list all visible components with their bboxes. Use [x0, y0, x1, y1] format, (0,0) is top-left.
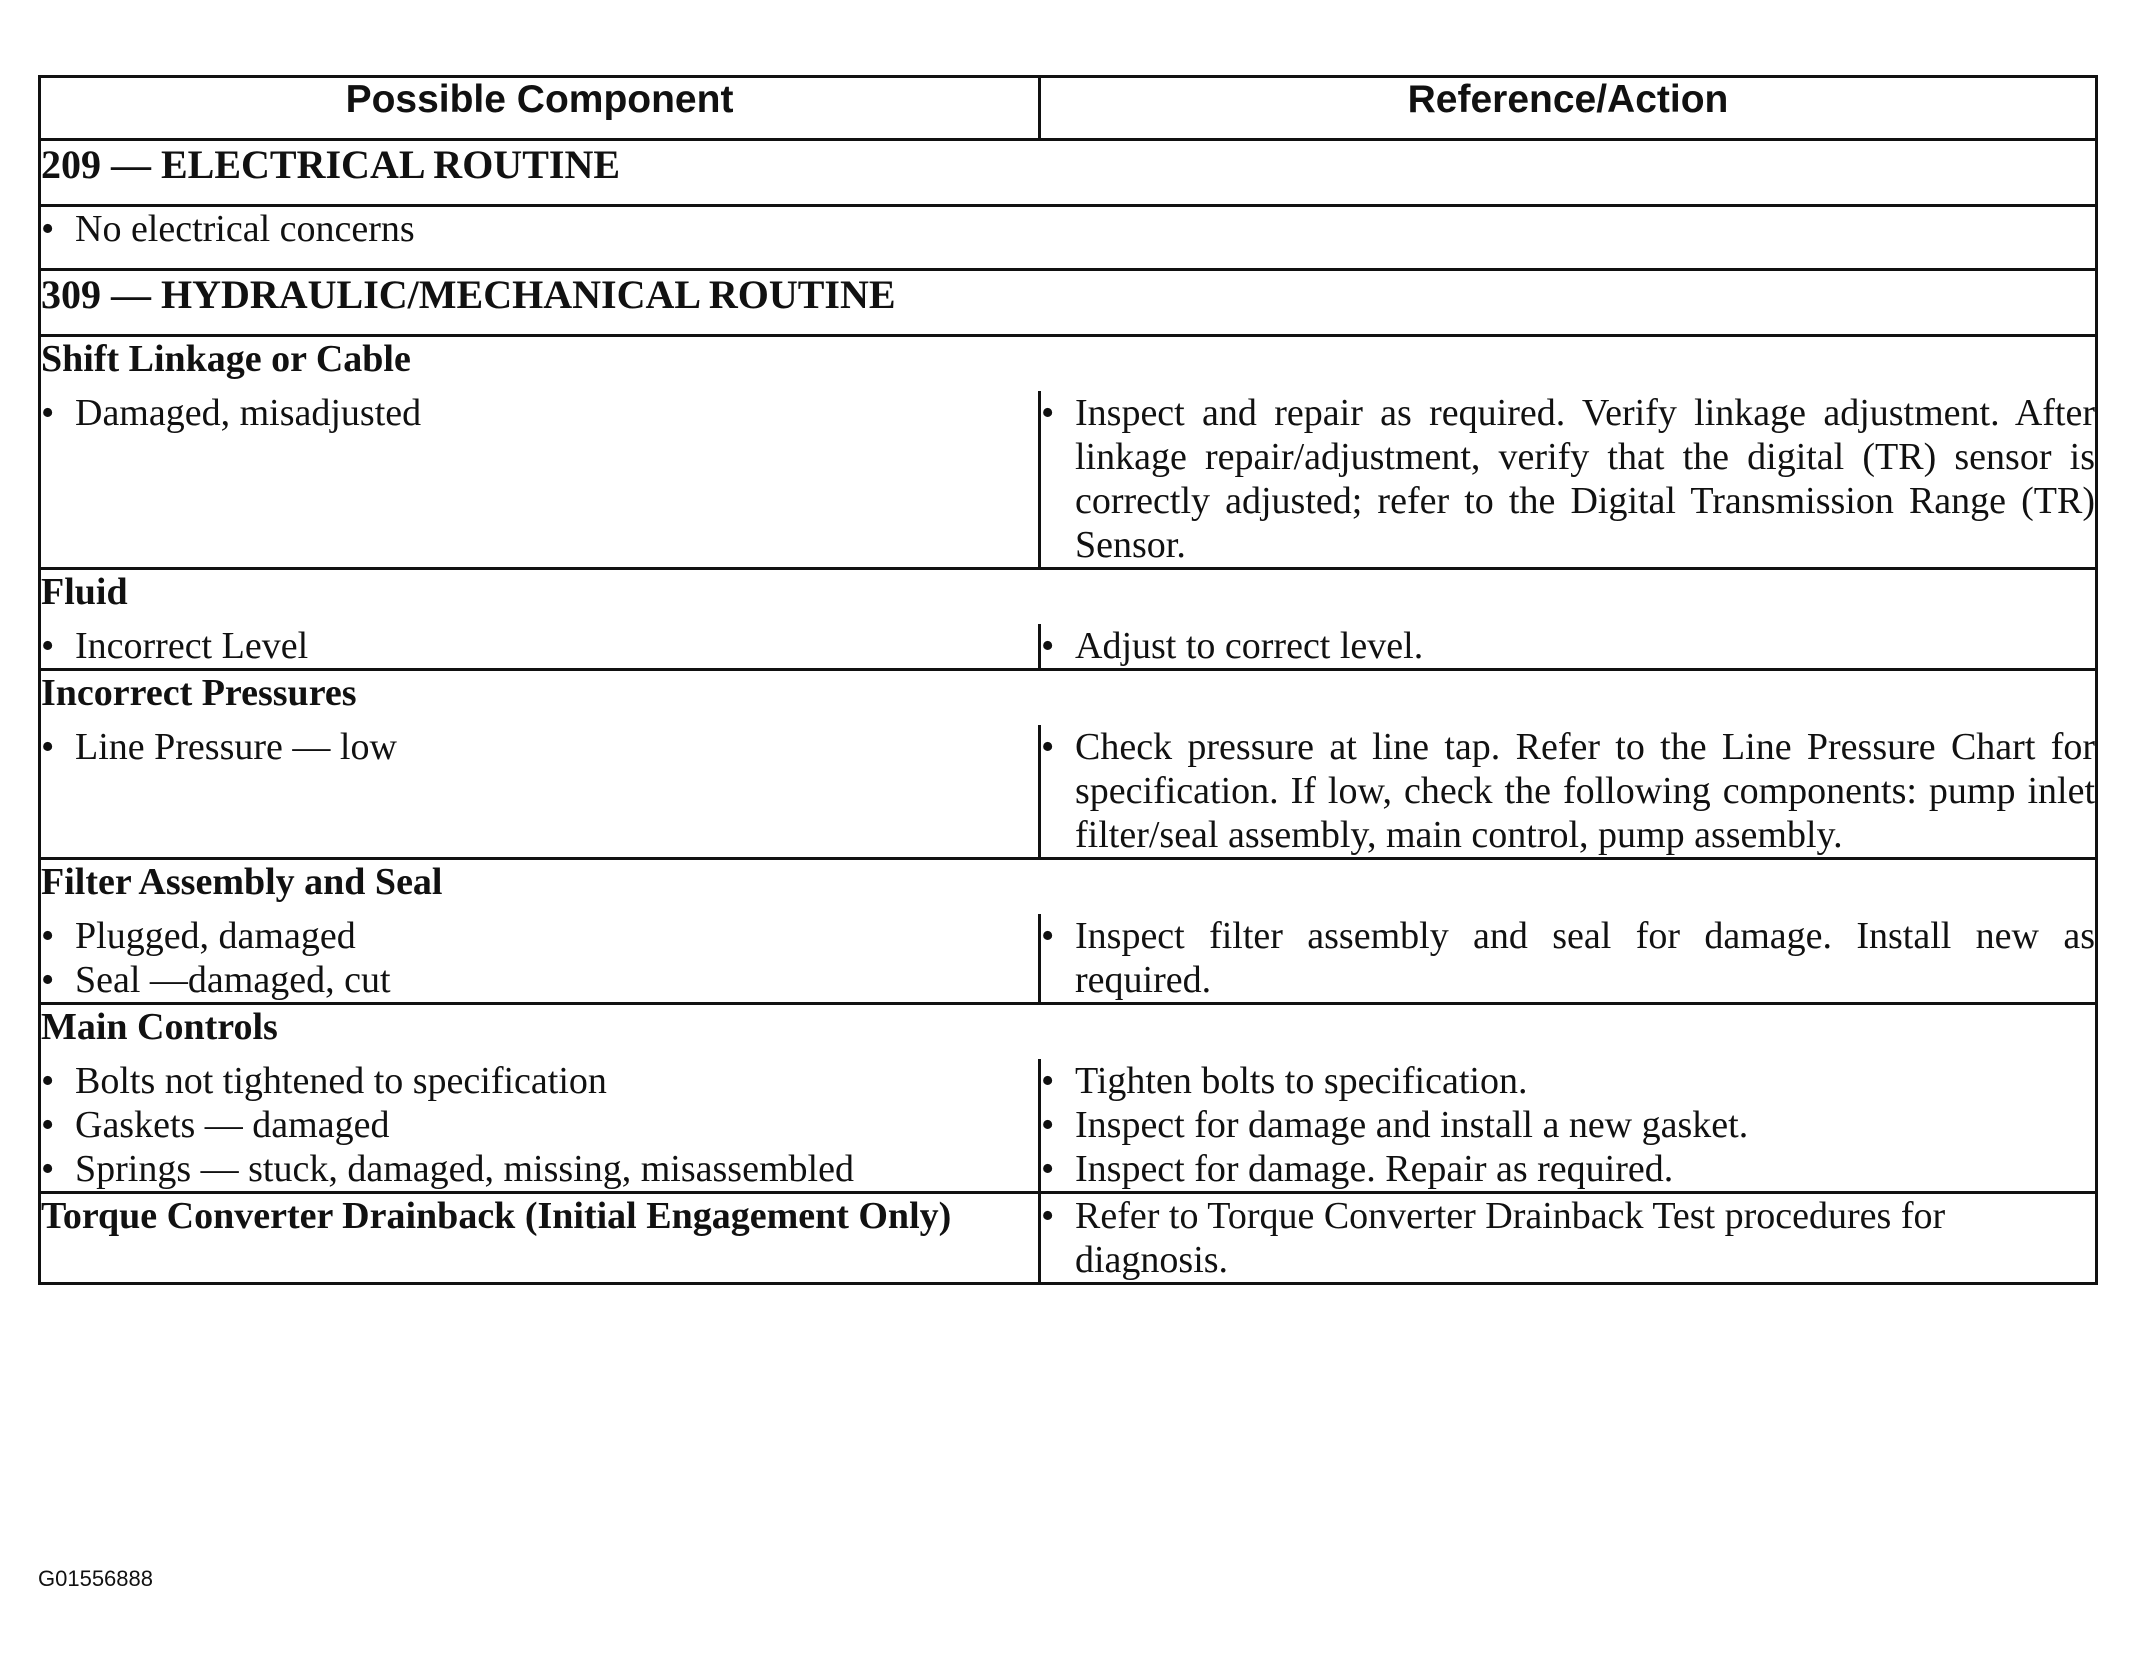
component-row: [40, 725, 2097, 859]
component-cell: [40, 1147, 1040, 1193]
bullet: •: [1041, 1060, 1055, 1102]
bullet: •: [1041, 915, 1055, 957]
group-title: Main Controls: [40, 1004, 2097, 1060]
routine-209-title: 209 — ELECTRICAL ROUTINE: [40, 140, 2097, 206]
component-item: [41, 725, 1038, 769]
component-text: Line Pressure — low: [75, 726, 397, 768]
component-text: Plugged, damaged: [75, 915, 356, 957]
component-cell: [40, 1103, 1040, 1147]
component-text: Springs — stuck, damaged, missing, misassembled: [75, 1148, 854, 1190]
component-text: Bolts not tightened to specification: [75, 1060, 607, 1102]
component-text: Gaskets — damaged: [75, 1104, 390, 1146]
action-cell: [1040, 624, 2097, 670]
figure-id: G01556888: [38, 1566, 153, 1591]
action-cell: [1040, 914, 2097, 1004]
bullet: •: [1041, 392, 1055, 434]
component-cell: [40, 725, 1040, 859]
torque-action-text: Refer to Torque Converter Drainback Test procedures for diagnosis.: [1075, 1195, 1946, 1281]
action-cell: [1040, 391, 2097, 569]
group-title-row: [40, 336, 2097, 392]
component-item: [41, 391, 1038, 435]
torque-converter-row: [40, 1193, 2097, 1284]
component-text: Damaged, misadjusted: [75, 392, 422, 434]
action-text: Inspect for damage and install a new gasket.: [1075, 1104, 1749, 1146]
component-item: [41, 1103, 1038, 1147]
bullet: •: [41, 1104, 55, 1146]
component-cell: [40, 1059, 1040, 1103]
routine-209-note-row: [40, 206, 2097, 270]
action-text: Tighten bolts to specification.: [1075, 1060, 1528, 1102]
action-text: Check pressure at line tap. Refer to the Line Pressure Chart for specification. If low, check the following components: pump inlet filter/seal assembly, main control, pump assembly.: [1075, 726, 2095, 856]
component-cell: [40, 624, 1040, 670]
action-text: Adjust to correct level.: [1075, 625, 1424, 667]
group-title: Shift Linkage or Cable: [40, 336, 2097, 392]
bullet: •: [41, 1148, 55, 1190]
component-row: [40, 1147, 2097, 1193]
component-text: Incorrect Level: [75, 625, 309, 667]
routine-309-title: 309 — HYDRAULIC/MECHANICAL ROUTINE: [40, 270, 2097, 336]
component-row: [40, 914, 2097, 1004]
bullet: •: [41, 915, 55, 957]
bullet: •: [41, 625, 55, 667]
header-possible-component: Possible Component: [40, 77, 1040, 140]
action-cell: [1040, 725, 2097, 859]
component-item: [41, 914, 1038, 958]
component-item: [41, 624, 1038, 668]
bullet: •: [41, 959, 55, 1001]
bullet: •: [41, 392, 55, 434]
component-cell: [40, 914, 1040, 1004]
group-title-row: [40, 670, 2097, 726]
group-title: Filter Assembly and Seal: [40, 859, 2097, 915]
component-item: [41, 1059, 1038, 1103]
action-text: Inspect for damage. Repair as required.: [1075, 1148, 1674, 1190]
routine-309-row: [40, 270, 2097, 336]
component-row: [40, 391, 2097, 569]
bullet: •: [1041, 1104, 1055, 1146]
group-title: Incorrect Pressures: [40, 670, 2097, 726]
diagnosis-table: [38, 75, 2098, 1285]
routine-209-row: [40, 140, 2097, 206]
bullet: •: [1041, 726, 1055, 768]
group-title-row: [40, 1004, 2097, 1060]
group-title: Fluid: [40, 569, 2097, 625]
component-item: [41, 958, 1038, 1002]
routine-209-note-text: No electrical concerns: [75, 208, 415, 250]
action-cell: [1040, 1059, 2097, 1103]
bullet: •: [41, 208, 55, 250]
group-title-row: [40, 569, 2097, 625]
component-item: [41, 1147, 1038, 1191]
group-title-row: [40, 859, 2097, 915]
action-text: Inspect and repair as required. Verify linkage adjustment. After linkage repair/adjustment, verify that the digital (TR) sensor is correctly adjusted; refer to the Digital Transmission Range (TR) Sensor.: [1075, 392, 2095, 566]
action-cell: [1040, 1103, 2097, 1147]
bullet: •: [1041, 1148, 1055, 1190]
action-cell: [1040, 1147, 2097, 1193]
component-row: [40, 1103, 2097, 1147]
component-row: [40, 624, 2097, 670]
torque-component: Torque Converter Drainback (Initial Engagement Only): [40, 1193, 1040, 1284]
bullet: •: [1041, 625, 1055, 667]
header-reference-action: Reference/Action: [1040, 77, 2097, 140]
routine-209-note: [40, 206, 2097, 270]
component-cell: [40, 391, 1040, 569]
bullet: •: [41, 1060, 55, 1102]
header-row: [40, 77, 2097, 140]
component-text: Seal —damaged, cut: [75, 959, 391, 1001]
bullet: •: [1041, 1195, 1055, 1237]
action-text: Inspect filter assembly and seal for damage. Install new as required.: [1075, 915, 2095, 1001]
torque-action: [1040, 1193, 2097, 1284]
bullet: •: [41, 726, 55, 768]
diagnosis-table-body: [40, 77, 2097, 1284]
component-row: [40, 1059, 2097, 1103]
